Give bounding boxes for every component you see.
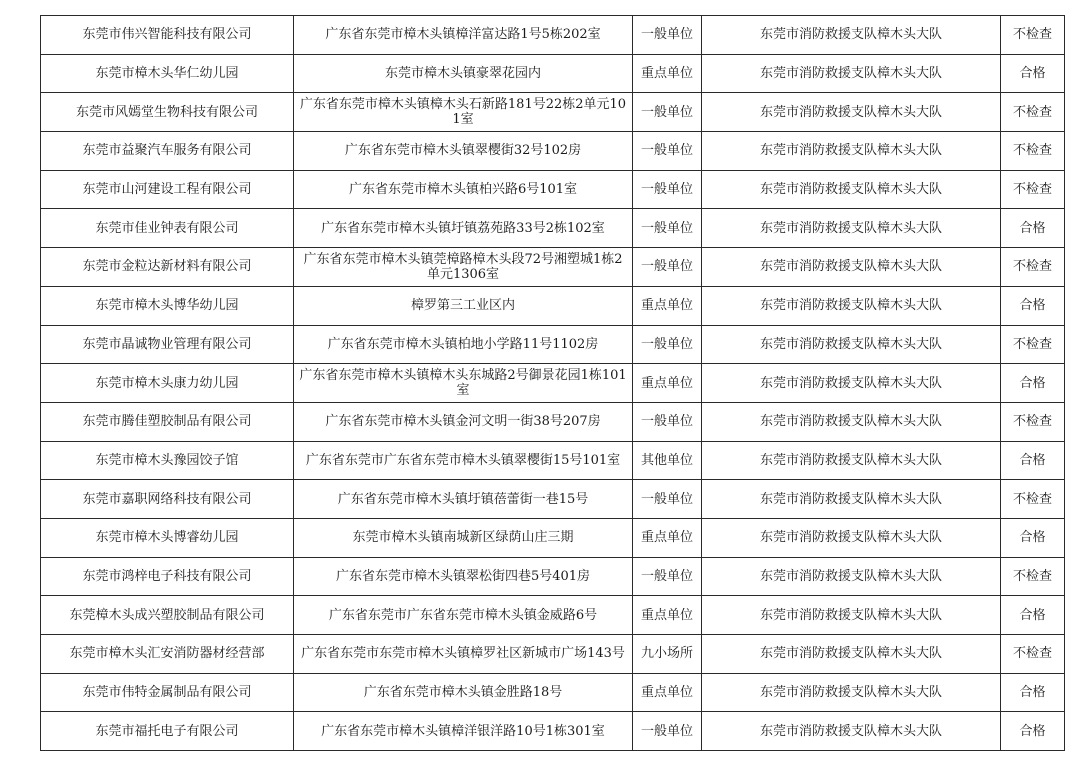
result-cell: 不检查 <box>1001 635 1065 674</box>
unit-name-cell: 东莞市腾佳塑胶制品有限公司 <box>41 402 294 441</box>
department-cell: 东莞市消防救援支队樟木头大队 <box>702 712 1001 751</box>
unit-type-cell: 一般单位 <box>633 248 702 287</box>
unit-name-cell: 东莞市樟木头康力幼儿园 <box>41 364 294 403</box>
address-cell: 广东省东莞市樟木头镇樟洋富达路1号5栋202室 <box>294 16 633 55</box>
result-cell: 不检查 <box>1001 93 1065 132</box>
address-cell: 广东省东莞市樟木头镇樟洋银洋路10号1栋301室 <box>294 712 633 751</box>
unit-name-cell: 东莞市樟木头博睿幼儿园 <box>41 518 294 557</box>
table-row <box>41 286 1065 325</box>
unit-type-cell: 重点单位 <box>633 673 702 712</box>
unit-name-cell: 东莞市伟兴智能科技有限公司 <box>41 16 294 55</box>
unit-name-cell: 东莞市樟木头汇安消防器材经营部 <box>41 635 294 674</box>
address-cell: 广东省东莞市樟木头镇翠樱街32号102房 <box>294 132 633 171</box>
inspection-results-table <box>40 15 1065 751</box>
table-row <box>41 325 1065 364</box>
address-cell: 广东省东莞市广东省东莞市樟木头镇金威路6号 <box>294 596 633 635</box>
table-row <box>41 170 1065 209</box>
unit-name-cell: 东莞市益聚汽车服务有限公司 <box>41 132 294 171</box>
result-cell: 不检查 <box>1001 132 1065 171</box>
unit-type-cell: 一般单位 <box>633 557 702 596</box>
department-cell: 东莞市消防救援支队樟木头大队 <box>702 93 1001 132</box>
result-cell: 不检查 <box>1001 170 1065 209</box>
unit-type-cell: 重点单位 <box>633 518 702 557</box>
unit-type-cell: 一般单位 <box>633 93 702 132</box>
department-cell: 东莞市消防救援支队樟木头大队 <box>702 286 1001 325</box>
table-row <box>41 248 1065 287</box>
unit-name-cell: 东莞市金粒达新材料有限公司 <box>41 248 294 287</box>
department-cell: 东莞市消防救援支队樟木头大队 <box>702 209 1001 248</box>
address-cell: 广东省东莞市东莞市樟木头镇樟罗社区新城市广场143号 <box>294 635 633 674</box>
address-cell: 东莞市樟木头镇南城新区绿荫山庄三期 <box>294 518 633 557</box>
department-cell: 东莞市消防救援支队樟木头大队 <box>702 402 1001 441</box>
department-cell: 东莞市消防救援支队樟木头大队 <box>702 364 1001 403</box>
department-cell: 东莞市消防救援支队樟木头大队 <box>702 132 1001 171</box>
table-row <box>41 364 1065 403</box>
result-cell: 不检查 <box>1001 16 1065 55</box>
unit-name-cell: 东莞市风嫣堂生物科技有限公司 <box>41 93 294 132</box>
department-cell: 东莞市消防救援支队樟木头大队 <box>702 635 1001 674</box>
address-cell: 樟罗第三工业区内 <box>294 286 633 325</box>
address-cell: 广东省东莞市樟木头镇樟木头石新路181号22栋2单元101室 <box>294 93 633 132</box>
unit-type-cell: 一般单位 <box>633 402 702 441</box>
result-cell: 合格 <box>1001 673 1065 712</box>
address-cell: 广东省东莞市樟木头镇翠松街四巷5号401房 <box>294 557 633 596</box>
address-cell: 广东省东莞市樟木头镇圩镇荔苑路33号2栋102室 <box>294 209 633 248</box>
unit-name-cell: 东莞市嘉职网络科技有限公司 <box>41 480 294 519</box>
table-row <box>41 93 1065 132</box>
table-row <box>41 132 1065 171</box>
table-row <box>41 209 1065 248</box>
unit-type-cell: 九小场所 <box>633 635 702 674</box>
unit-name-cell: 东莞市佳业钟表有限公司 <box>41 209 294 248</box>
result-cell: 合格 <box>1001 286 1065 325</box>
department-cell: 东莞市消防救援支队樟木头大队 <box>702 170 1001 209</box>
department-cell: 东莞市消防救援支队樟木头大队 <box>702 480 1001 519</box>
result-cell: 不检查 <box>1001 325 1065 364</box>
table-row <box>41 557 1065 596</box>
unit-name-cell: 东莞市鸿梓电子科技有限公司 <box>41 557 294 596</box>
table-row <box>41 54 1065 93</box>
table-body <box>41 16 1065 751</box>
unit-type-cell: 其他单位 <box>633 441 702 480</box>
table-row <box>41 518 1065 557</box>
department-cell: 东莞市消防救援支队樟木头大队 <box>702 441 1001 480</box>
department-cell: 东莞市消防救援支队樟木头大队 <box>702 557 1001 596</box>
table-row <box>41 596 1065 635</box>
unit-type-cell: 一般单位 <box>633 209 702 248</box>
result-cell: 不检查 <box>1001 402 1065 441</box>
department-cell: 东莞市消防救援支队樟木头大队 <box>702 596 1001 635</box>
unit-type-cell: 重点单位 <box>633 364 702 403</box>
address-cell: 广东省东莞市广东省东莞市樟木头镇翠樱街15号101室 <box>294 441 633 480</box>
result-cell: 不检查 <box>1001 557 1065 596</box>
table-row <box>41 712 1065 751</box>
address-cell: 广东省东莞市樟木头镇柏地小学路11号1102房 <box>294 325 633 364</box>
department-cell: 东莞市消防救援支队樟木头大队 <box>702 248 1001 287</box>
result-cell: 合格 <box>1001 518 1065 557</box>
result-cell: 合格 <box>1001 441 1065 480</box>
address-cell: 广东省东莞市樟木头镇莞樟路樟木头段72号湘塑城1栋2单元1306室 <box>294 248 633 287</box>
unit-type-cell: 重点单位 <box>633 596 702 635</box>
address-cell: 广东省东莞市樟木头镇樟木头东城路2号御景花园1栋101室 <box>294 364 633 403</box>
result-cell: 合格 <box>1001 712 1065 751</box>
address-cell: 广东省东莞市樟木头镇柏兴路6号101室 <box>294 170 633 209</box>
table-row <box>41 16 1065 55</box>
address-cell: 广东省东莞市樟木头镇金胜路18号 <box>294 673 633 712</box>
table-row <box>41 402 1065 441</box>
table-row <box>41 673 1065 712</box>
unit-name-cell: 东莞市樟木头华仁幼儿园 <box>41 54 294 93</box>
result-cell: 合格 <box>1001 54 1065 93</box>
department-cell: 东莞市消防救援支队樟木头大队 <box>702 518 1001 557</box>
result-cell: 不检查 <box>1001 480 1065 519</box>
department-cell: 东莞市消防救援支队樟木头大队 <box>702 325 1001 364</box>
unit-name-cell: 东莞樟木头成兴塑胶制品有限公司 <box>41 596 294 635</box>
unit-type-cell: 一般单位 <box>633 132 702 171</box>
result-cell: 合格 <box>1001 364 1065 403</box>
unit-name-cell: 东莞市樟木头博华幼儿园 <box>41 286 294 325</box>
unit-type-cell: 重点单位 <box>633 286 702 325</box>
address-cell: 广东省东莞市樟木头镇圩镇蓓蕾街一巷15号 <box>294 480 633 519</box>
department-cell: 东莞市消防救援支队樟木头大队 <box>702 16 1001 55</box>
department-cell: 东莞市消防救援支队樟木头大队 <box>702 54 1001 93</box>
result-cell: 合格 <box>1001 209 1065 248</box>
result-cell: 合格 <box>1001 596 1065 635</box>
table-row <box>41 441 1065 480</box>
unit-name-cell: 东莞市福托电子有限公司 <box>41 712 294 751</box>
address-cell: 广东省东莞市樟木头镇金河文明一街38号207房 <box>294 402 633 441</box>
table-row <box>41 635 1065 674</box>
unit-name-cell: 东莞市晶诚物业管理有限公司 <box>41 325 294 364</box>
unit-type-cell: 一般单位 <box>633 16 702 55</box>
address-cell: 东莞市樟木头镇豪翠花园内 <box>294 54 633 93</box>
unit-type-cell: 一般单位 <box>633 712 702 751</box>
unit-type-cell: 重点单位 <box>633 54 702 93</box>
department-cell: 东莞市消防救援支队樟木头大队 <box>702 673 1001 712</box>
unit-name-cell: 东莞市山河建设工程有限公司 <box>41 170 294 209</box>
unit-type-cell: 一般单位 <box>633 170 702 209</box>
unit-name-cell: 东莞市伟特金属制品有限公司 <box>41 673 294 712</box>
table-row <box>41 480 1065 519</box>
unit-type-cell: 一般单位 <box>633 325 702 364</box>
unit-type-cell: 一般单位 <box>633 480 702 519</box>
unit-name-cell: 东莞市樟木头豫园饺子馆 <box>41 441 294 480</box>
result-cell: 不检查 <box>1001 248 1065 287</box>
